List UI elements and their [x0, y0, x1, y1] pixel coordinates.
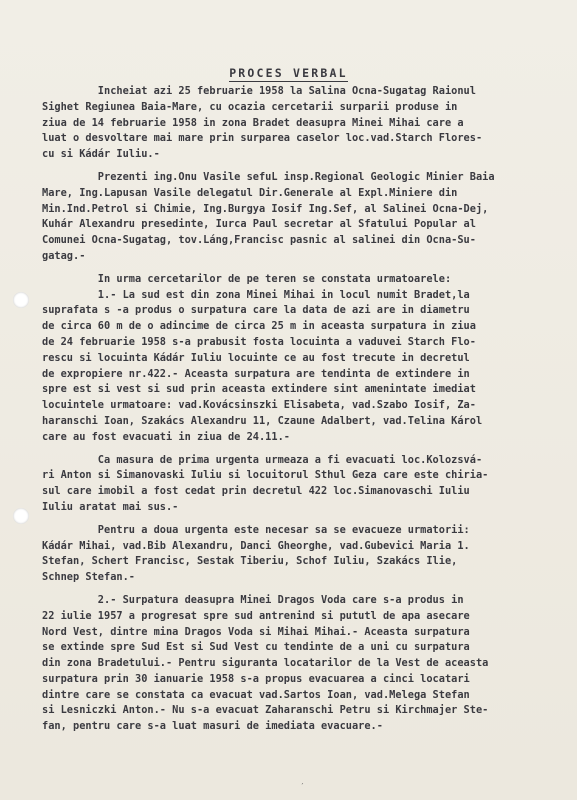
text-line: Stefan, Schert Francisc, Sestak Tiberiu, Schof Iuliu, Szakács Ilie,: [42, 555, 458, 568]
paragraph-gap: [42, 586, 562, 593]
text-line: de expropiere nr.422.- Aceasta surpatura are tendinta de extindere in: [42, 367, 470, 380]
text-line: se extinde spre Sud Est si Sud Vest cu tendinte de a uni cu surpatura: [42, 641, 470, 654]
text-line: gatag.-: [42, 249, 86, 262]
paragraph-gap: [42, 446, 562, 453]
text-line: de 24 februarie 1958 s-a prabusit fosta locuinta a vaduvei Starch Flo-: [42, 335, 476, 348]
text-line: Prezenti ing.Onu Vasile sefuL insp.Regional Geologic Minier Baia: [42, 170, 495, 183]
text-line: sul care imobil a fost cedat prin decretul 422 loc.Simanovaschi Iuliu: [42, 485, 470, 498]
text-line: Ca masura de prima urgenta urmeaza a fi evacuati loc.Kolozsvá-: [42, 453, 483, 466]
paragraph-gap: [42, 163, 562, 170]
text-line: Comunei Ocna-Sugatag, tov.Láng,Francisc pasnic al salinei din Ocna-Su-: [42, 234, 476, 247]
text-line: spre est si vest si sud prin aceasta extindere sint amenintate imediat: [42, 383, 476, 396]
text-line: locuintele urmatoare: vad.Kovácsinszki Elisabeta, vad.Szabo Iosif, Za-: [42, 399, 476, 412]
text-line: si Lesniczki Anton.- Nu s-a evacuat Zaharanschi Petru si Kirchmajer Ste-: [42, 704, 489, 717]
text-line: Mare, Ing.Lapusan Vasile delegatul Dir.Generale al Expl.Miniere din: [42, 186, 458, 199]
footer-tick: ′: [300, 782, 305, 791]
text-line: 1.- La sud est din zona Minei Mihai in locul numit Bradet,la: [42, 288, 470, 301]
text-line: cu si Kádár Iuliu.-: [42, 148, 160, 161]
text-line: dintre care se constata ca evacuat vad.Sartos Ioan, vad.Melega Stefan: [42, 688, 470, 701]
text-line: Incheiat azi 25 februarie 1958 la Salina Ocna-Sugatag Raionul: [42, 85, 476, 97]
text-line: Nord Vest, dintre mina Dragos Voda si Mihai Mihai.- Aceasta surpatura: [42, 625, 470, 638]
text-line: In urma cercetarilor de pe teren se constata urmatoarele:: [42, 272, 452, 285]
text-line: Min.Ind.Petrol si Chimie, Ing.Burgya Iosif Ing.Sef, al Salinei Ocna-Dej,: [42, 202, 489, 215]
text-line: fan, pentru care s-a luat masuri de imediata evacuare.-: [42, 720, 383, 733]
paragraph-gap: [42, 265, 562, 272]
text-line: surpatura prin 30 ianuarie 1958 s-a propus evacuarea a cinci locatari: [42, 672, 470, 685]
text-line: suprafata s -a produs o surpatura care la data de azi are in diametru: [42, 304, 470, 317]
text-line: Schnep Stefan.-: [42, 571, 135, 584]
paragraph-gap: [42, 516, 562, 523]
text-line: ziua de 14 februarie 1958 in zona Bradet deasupra Minei Mihai care a: [42, 116, 464, 129]
text-line: 2.- Surpatura deasupra Minei Dragos Voda care s-a produs in: [42, 593, 464, 606]
text-line: Kuhár Alexandru presedinte, Iurca Paul secretar al Sfatului Popular al: [42, 218, 476, 231]
text-line: 22 iulie 1957 a progresat spre sud antrenind si pututl de apa asecare: [42, 609, 470, 622]
punch-hole-bottom: [13, 508, 29, 524]
text-line: luat o desvoltare mai mare prin surparea caselor loc.vad.Starch Flores-: [42, 132, 483, 145]
text-line: Kádár Mihai, vad.Bib Alexandru, Danci Gheorghe, vad.Gubevici Maria 1.: [42, 539, 470, 552]
text-line: care au fost evacuati in ziua de 24.11.-: [42, 430, 290, 443]
text-line: Iuliu aratat mai sus.-: [42, 500, 179, 513]
punch-hole-top: [13, 292, 29, 308]
text-line: ri Anton si Simanovaski Iuliu si locuitorul Sthul Geza care este chiria-: [42, 469, 489, 482]
text-line: rescu si locuinta Kádár Iuliu locuinte ce au fost trecute in decretul: [42, 351, 470, 364]
text-line: Pentru a doua urgenta este necesar sa se evacueze urmatorii:: [42, 523, 470, 536]
document-title: PROCES VERBAL: [229, 66, 348, 80]
text-line: Sighet Regiunea Baia-Mare, cu ocazia cercetarii surparii produse in: [42, 100, 458, 113]
document-body: [42, 84, 562, 735]
text-line: haranschi Ioan, Szakács Alexandru 11, Czaune Adalbert, vad.Telina Károl: [42, 414, 483, 427]
text-line: din zona Bradetului.- Pentru siguranta locatarilor de la Vest de aceasta: [42, 657, 489, 670]
text-line: de circa 60 m de o adincime de circa 25 m in aceasta surpatura in ziua: [42, 320, 476, 333]
